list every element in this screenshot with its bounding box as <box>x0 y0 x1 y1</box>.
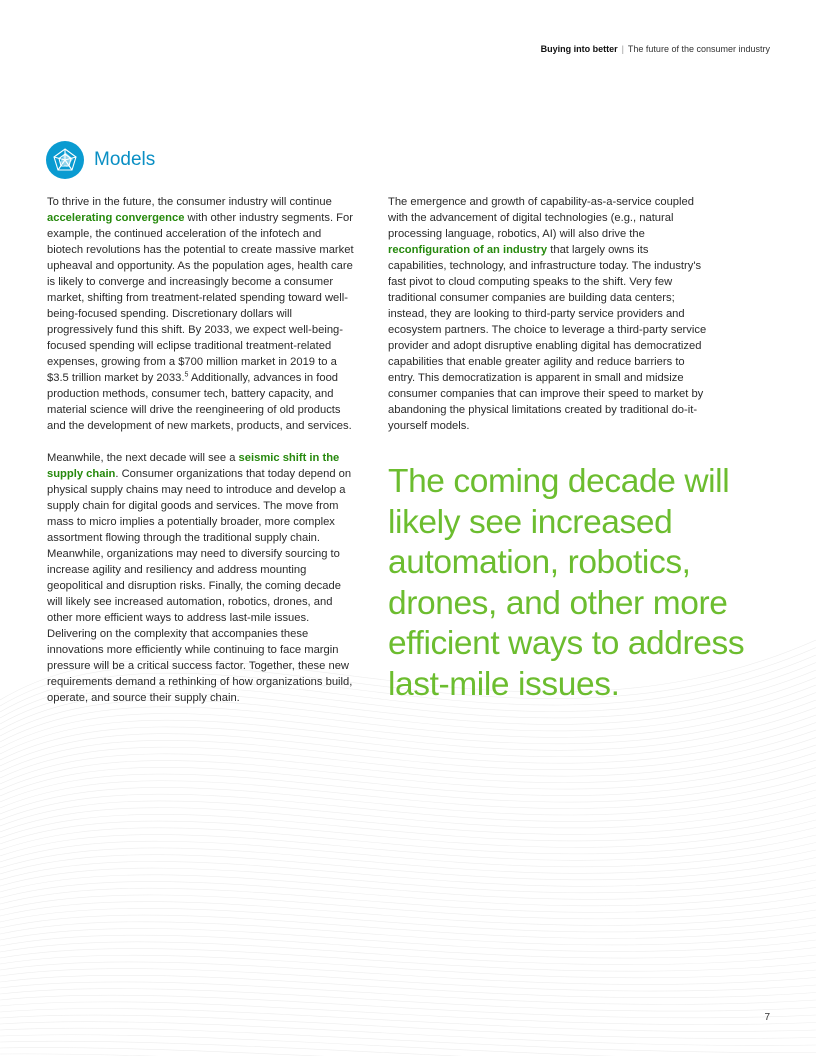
text-run: To thrive in the future, the consumer industry will continue <box>47 196 332 208</box>
paragraph-reconfiguration <box>388 194 710 434</box>
section-heading <box>46 141 155 179</box>
text-run: that largely owns its capabilities, technology, and infrastructure today. The industry's fast pivot to cloud computing speaks to the shift. Very few traditional consumer companies are building data centers; instead, they are looking to third-party service providers and ecosystem partners. The choice to leverage a third-party service provider and adopt disruptive enabling digital has democratized capabilities that enable greater agility and reduce barriers to entry. This democratization is apparent in small and midsize consumer companies that can improve their speed to market by abandoning the physical limitations created by traditional do-it-yourself models. <box>388 244 707 432</box>
right-column <box>388 194 710 450</box>
left-column <box>47 194 359 722</box>
header-separator: | <box>621 44 624 54</box>
text-run: with other industry segments. For example, the continued acceleration of the infotech and biotech revolutions has the potential to create massive market upheaval and opportunity. As the population ages, health care is likely to converge and increasingly become a consumer market, shifting from treatment-related spending toward well-being-focused spending. Discretionary dollars will progressively fund this shift. By 2033, we expect well-being-focused spending will eclipse traditional treatment-related expenses, growing from a $700 million market in 2019 to a $3.5 trillion market by 2033. <box>47 212 354 384</box>
section-title: Models <box>94 149 156 170</box>
page-number: 7 <box>764 1012 770 1023</box>
running-header <box>541 44 770 54</box>
paragraph-convergence <box>47 194 359 434</box>
highlight-reconfiguration: reconfiguration of an industry <box>388 244 548 256</box>
footnote-ref: 5 <box>184 371 189 379</box>
paragraph-supply-chain <box>47 450 359 706</box>
text-run: Meanwhile, the next decade will see a <box>47 452 239 464</box>
highlight-seismic-shift: seismic shift in the supply chain <box>47 452 340 480</box>
header-subtitle: The future of the consumer industry <box>627 44 770 54</box>
header-title: Buying into better <box>540 44 618 54</box>
highlight-accelerating-convergence: accelerating convergence <box>47 212 185 224</box>
pull-quote: The coming decade will likely see increased automation, robotics, drones, and other more efficient ways to address last-mile issues. <box>388 463 745 703</box>
text-run: The emergence and growth of capability-as-a-service coupled with the advancement of digital technologies (e.g., natural processing language, robotics, AI) will also drive the <box>388 196 694 240</box>
text-run: . Consumer organizations that today depend on physical supply chains may need to introduce and develop a supply chain for digital goods and services. The move from mass to micro implies a potentially broader, more complex assortment flowing through the traditional supply chain. Meanwhile, organizations may need to diversify sourcing to increase agility and resiliency and address mounting geopolitical and disruption risks. Finally, the coming decade will likely see increased automation, robotics, drones, and other more efficient ways to address last-mile issues. Delivering on the complexity that accompanies these innovations more efficiently while continuing to face margin pressure will be a critical success factor. Together, these new requirements demand a rethinking of how organizations build, operate, and source their supply chain. <box>47 468 353 704</box>
spider-web-icon <box>46 141 84 179</box>
text-run: Additionally, advances in food production methods, consumer tech, battery capacity, and material science will drive the reengineering of old products and the development of new markets, products, and services. <box>47 372 352 432</box>
